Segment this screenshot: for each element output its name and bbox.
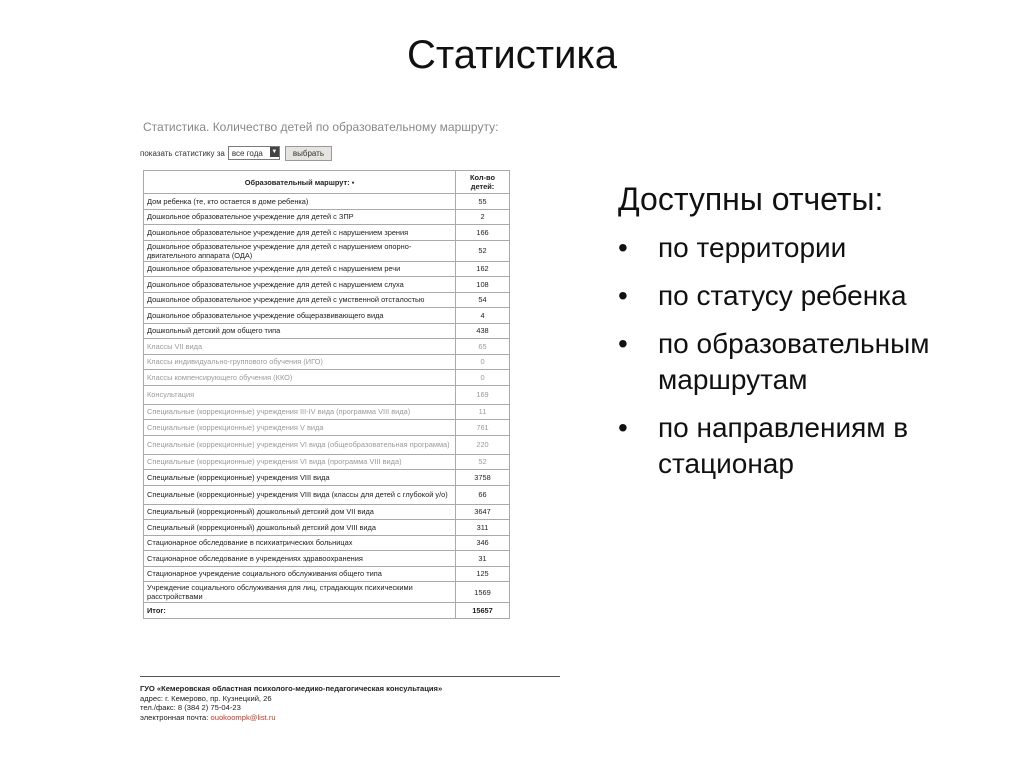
report-label: по территории: [658, 232, 847, 263]
count-cell: 346: [456, 535, 510, 551]
route-cell: Специальные (коррекционные) учреждения V вида: [144, 420, 456, 436]
statistics-heading: Статистика. Количество детей по образовательному маршруту:: [143, 120, 499, 134]
count-cell: 0: [456, 354, 510, 370]
report-label: по статусу ребенка: [658, 280, 907, 311]
count-cell: 31: [456, 551, 510, 567]
count-cell: 311: [456, 520, 510, 536]
bullet-icon: •: [618, 232, 628, 263]
count-cell: 52: [456, 454, 510, 470]
statistics-table: [143, 170, 510, 619]
count-cell: 3647: [456, 504, 510, 520]
route-cell: Специальный (коррекционный) дошкольный детский дом VII вида: [144, 504, 456, 520]
route-cell: Дошкольное образовательное учреждение для детей с ЗПР: [144, 209, 456, 225]
route-cell: Специальный (коррекционный) дошкольный детский дом VIII вида: [144, 520, 456, 536]
table-row: [144, 504, 510, 520]
footer-divider: [140, 676, 560, 677]
route-cell: Дошкольное образовательное учреждение для детей с нарушением зрения: [144, 225, 456, 241]
count-cell: 220: [456, 435, 510, 454]
count-cell: 65: [456, 339, 510, 355]
route-cell: Классы индивидуально-группового обучения (ИГО): [144, 354, 456, 370]
slide-title: Статистика: [406, 33, 618, 77]
count-cell: 3758: [456, 470, 510, 486]
contact-footer: [140, 684, 442, 722]
count-cell: 162: [456, 261, 510, 277]
available-reports: [618, 178, 998, 494]
phone: тел./факс: 8 (384 2) 75-04-23: [140, 703, 241, 712]
table-row: [144, 470, 510, 486]
route-cell: Стационарное обследование в психиатрических больницах: [144, 535, 456, 551]
bullet-icon: •: [618, 412, 628, 443]
period-select-value: все года: [231, 148, 263, 158]
count-cell: 55: [456, 194, 510, 210]
table-row: [144, 404, 510, 420]
table-row: [144, 535, 510, 551]
route-cell: Дом ребенка (те, кто остается в доме ребенка): [144, 194, 456, 210]
table-row: [144, 435, 510, 454]
table-row: [144, 551, 510, 567]
total-value: 15657: [456, 603, 510, 619]
route-cell: Специальные (коррекционные) учреждения VIII вида (классы для детей с глубокой у/о): [144, 485, 456, 504]
table-row: [144, 454, 510, 470]
table-row: [144, 308, 510, 324]
reports-heading: Доступны отчеты:: [618, 181, 884, 217]
header-route[interactable]: Образовательный маршрут: ▪: [144, 171, 456, 194]
route-cell: Дошкольное образовательное учреждение общеразвивающего вида: [144, 308, 456, 324]
table-row: [144, 566, 510, 582]
chevron-down-icon[interactable]: ▼: [271, 149, 278, 155]
route-cell: Дошкольное образовательное учреждение для детей с нарушением слуха: [144, 277, 456, 293]
table-row: [144, 194, 510, 210]
route-cell: Специальные (коррекционные) учреждения VIII вида: [144, 470, 456, 486]
table-row: [144, 385, 510, 404]
count-cell: 2: [456, 209, 510, 225]
bullet-icon: •: [618, 280, 628, 311]
route-cell: Классы VII вида: [144, 339, 456, 355]
count-cell: 125: [456, 566, 510, 582]
count-cell: 1569: [456, 582, 510, 603]
email-link[interactable]: ouokoompk@list.ru: [210, 712, 276, 722]
table-row: [144, 485, 510, 504]
table-row: [144, 339, 510, 355]
table-row: [144, 209, 510, 225]
route-cell: Дошкольный детский дом общего типа: [144, 323, 456, 339]
report-label: по направлениям в стационар: [658, 412, 909, 479]
select-button[interactable]: выбрать: [285, 146, 332, 161]
route-cell: Классы компенсирующего обучения (ККО): [144, 370, 456, 386]
report-label: по образовательным маршрутам: [658, 328, 930, 395]
list-item: [618, 326, 998, 398]
count-cell: 11: [456, 404, 510, 420]
table-row: [144, 354, 510, 370]
table-row: [144, 370, 510, 386]
organization-name: ГУО «Кемеровская областная психолого-медико-педагогическая консультация»: [140, 684, 443, 693]
route-cell: Учреждение социального обслуживания для лиц, страдающих психическими расстройствами: [144, 582, 456, 603]
table-row: [144, 277, 510, 293]
count-cell: 52: [456, 240, 510, 261]
bullet-icon: •: [618, 328, 628, 359]
table-row: [144, 240, 510, 261]
count-cell: 166: [456, 225, 510, 241]
list-item: [618, 278, 998, 314]
table-row: [144, 420, 510, 436]
table-row: [144, 520, 510, 536]
count-cell: 54: [456, 292, 510, 308]
header-count: Кол-во детей:: [456, 171, 510, 194]
route-cell: Специальные (коррекционные) учреждения VI вида (программа VIII вида): [144, 454, 456, 470]
statistics-screenshot: [140, 118, 560, 738]
total-label: Итог:: [144, 603, 456, 619]
route-cell: Консультация: [144, 385, 456, 404]
period-select[interactable]: [228, 146, 280, 160]
count-cell: 4: [456, 308, 510, 324]
count-cell: 761: [456, 420, 510, 436]
period-filter-label: показать статистику за: [140, 148, 225, 158]
route-cell: Стационарное обследование в учреждениях здравоохранения: [144, 551, 456, 567]
email-label: электронная почта:: [140, 712, 209, 722]
route-cell: Стационарное учреждение социального обслуживания общего типа: [144, 566, 456, 582]
count-cell: 438: [456, 323, 510, 339]
total-row: [144, 603, 510, 619]
count-cell: 0: [456, 370, 510, 386]
route-cell: Дошкольное образовательное учреждение для детей с умственной отсталостью: [144, 292, 456, 308]
address: адрес: г. Кемерово, пр. Кузнецкий, 26: [140, 693, 272, 703]
period-filter: [140, 146, 332, 160]
list-item: [618, 230, 998, 266]
table-row: [144, 323, 510, 339]
table-row: [144, 261, 510, 277]
route-cell: Специальные (коррекционные) учреждения III-IV вида (программа VIII вида): [144, 404, 456, 420]
table-row: [144, 225, 510, 241]
route-cell: Специальные (коррекционные) учреждения VI вида (общеобразовательная программа): [144, 435, 456, 454]
count-cell: 108: [456, 277, 510, 293]
count-cell: 66: [456, 485, 510, 504]
table-row: [144, 292, 510, 308]
reports-list: [618, 230, 998, 482]
list-item: [618, 410, 998, 482]
count-cell: 169: [456, 385, 510, 404]
route-cell: Дошкольное образовательное учреждение для детей с нарушением речи: [144, 261, 456, 277]
route-cell: Дошкольное образовательное учреждение для детей с нарушением опорно-двигательного аппарата (ОДА): [144, 240, 456, 261]
email-line: [140, 713, 442, 723]
table-row: [144, 582, 510, 603]
